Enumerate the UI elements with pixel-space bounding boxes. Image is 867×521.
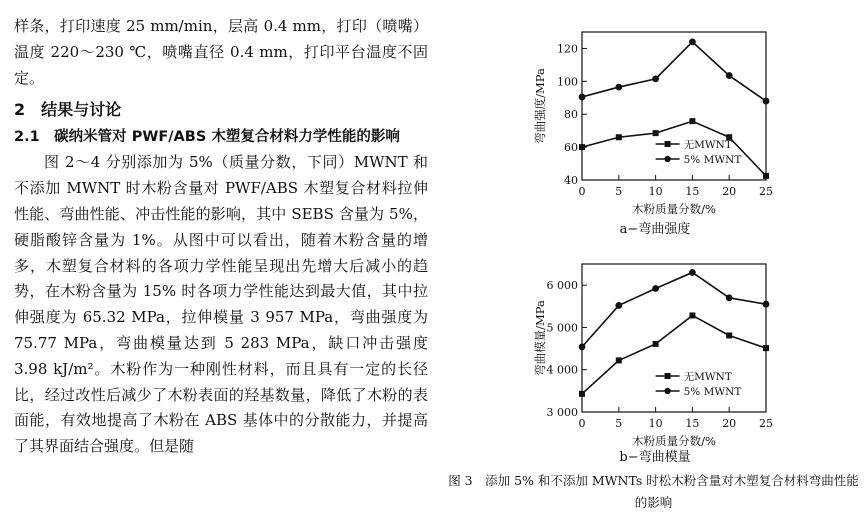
legend-label-0: 无MWNT <box>683 371 732 383</box>
data-point-square <box>763 173 769 179</box>
data-point-square <box>579 144 585 150</box>
data-point-square <box>616 134 622 140</box>
x-tick-label: 5 <box>615 185 623 198</box>
y-tick-label: 120 <box>557 42 578 56</box>
figure-caption: 图 3 添加 5% 和不添加 MWNTs 时松木粉含量对木塑复合材料弯曲性能的影响 <box>448 473 859 510</box>
chart-0-svg <box>478 18 798 218</box>
series-line-0 <box>582 121 766 176</box>
y-axis-label: 弯曲模量/MPa <box>533 300 547 376</box>
legend-marker-circle <box>664 156 670 162</box>
legend-label-0: 无MWNT <box>683 139 732 151</box>
data-point-square <box>689 312 695 318</box>
data-point-circle <box>689 38 696 45</box>
subsection-heading: 2.1 碳纳米管对 PWF/ABS 木塑复合材料力学性能的影响 <box>14 129 400 146</box>
chart-flexural-strength <box>478 18 798 218</box>
chart-flexural-modulus <box>478 250 798 450</box>
data-point-circle <box>763 301 770 308</box>
data-point-circle <box>579 343 586 350</box>
series-line-1 <box>582 42 766 101</box>
data-point-square <box>653 341 659 347</box>
y-tick-label: 4 000 <box>546 363 578 377</box>
x-tick-label: 0 <box>578 417 586 430</box>
article-text-column <box>14 14 428 460</box>
x-tick-label: 20 <box>722 185 737 198</box>
x-tick-label: 15 <box>685 417 700 430</box>
data-point-square <box>579 391 585 397</box>
series-line-0 <box>582 315 766 393</box>
x-axis-label: 木粉质量分数/% <box>632 434 716 448</box>
x-axis-label: 木粉质量分数/% <box>632 202 716 216</box>
legend-marker-circle <box>664 388 670 394</box>
legend-label-1: 5% MWNT <box>683 154 742 166</box>
x-tick-label: 5 <box>615 417 623 430</box>
data-point-circle <box>615 302 622 309</box>
x-tick-label: 25 <box>759 185 773 198</box>
section-heading: 2 结果与讨论 <box>14 100 122 120</box>
data-point-circle <box>615 84 622 91</box>
data-point-circle <box>652 285 659 292</box>
body-paragraph: 图 2～4 分别添加为 5%（质量分数，下同）MWNT 和不添加 MWNT 时木粉含量对 PWF/ABS 木塑复合材料拉伸性能、弯曲性能、冲击性能的影响，其中 SEBS 含量为 5%，硬脂酸锌含量为 1%。从图中可以看出，随着木粉含量的增多，木塑复合材料的各项力学性能呈现出先增大后减小的趋势，在木粉含量为 15% 时各项力学性能达到最大值，其中拉伸强度为 65.32 MPa，拉伸模量 3 957 MPa，弯曲强度为 75.77 MPa，弯曲模量达到 5 283 MPa，缺口冲击强度 3.98 kJ/m²。木粉作为一种刚性材料，而且具有一定的长径比，经过改性后减少了木粉表面的羟基数量，降低了木粉的表面能，有效地提高了木粉在 ABS 基体中的分散能力，并提高了其界面结合强度。但是随 <box>14 153 428 456</box>
legend-marker-square <box>665 141 671 147</box>
y-tick-label: 40 <box>564 174 578 187</box>
legend-marker-square <box>665 373 671 379</box>
legend-label-1: 5% MWNT <box>683 386 742 398</box>
data-point-circle <box>726 72 733 79</box>
paragraph-printing-params: 样条，打印速度 25 mm/min，层高 0.4 mm，打印（喷嘴）温度 220～230 ℃，喷嘴直径 0.4 mm，打印平台温度不固定。 <box>14 17 428 87</box>
data-point-square <box>653 130 659 136</box>
data-point-circle <box>726 294 733 301</box>
chart-a-caption: a−弯曲强度 <box>619 222 691 237</box>
x-tick-label: 25 <box>759 417 773 430</box>
series-line-1 <box>582 272 766 346</box>
y-tick-label: 6 000 <box>546 279 578 293</box>
chart-b-caption: b−弯曲模量 <box>619 450 691 465</box>
data-point-square <box>689 118 695 124</box>
y-tick-label: 80 <box>564 108 578 122</box>
chart-1-svg <box>478 250 798 450</box>
data-point-circle <box>763 98 770 105</box>
x-tick-label: 20 <box>722 417 737 430</box>
x-tick-label: 15 <box>685 185 700 198</box>
x-tick-label: 0 <box>578 185 586 198</box>
data-point-circle <box>689 269 696 276</box>
data-point-square <box>763 345 769 351</box>
x-tick-label: 10 <box>648 417 663 430</box>
data-point-circle <box>579 94 586 101</box>
y-tick-label: 60 <box>564 141 578 155</box>
y-tick-label: 100 <box>557 75 578 89</box>
y-tick-label: 3 000 <box>546 406 578 419</box>
data-point-square <box>726 332 732 338</box>
data-point-square <box>616 357 622 363</box>
data-point-circle <box>652 75 659 82</box>
y-axis-label: 弯曲强度/MPa <box>533 68 547 144</box>
x-tick-label: 10 <box>648 185 663 198</box>
y-tick-label: 5 000 <box>546 321 578 335</box>
